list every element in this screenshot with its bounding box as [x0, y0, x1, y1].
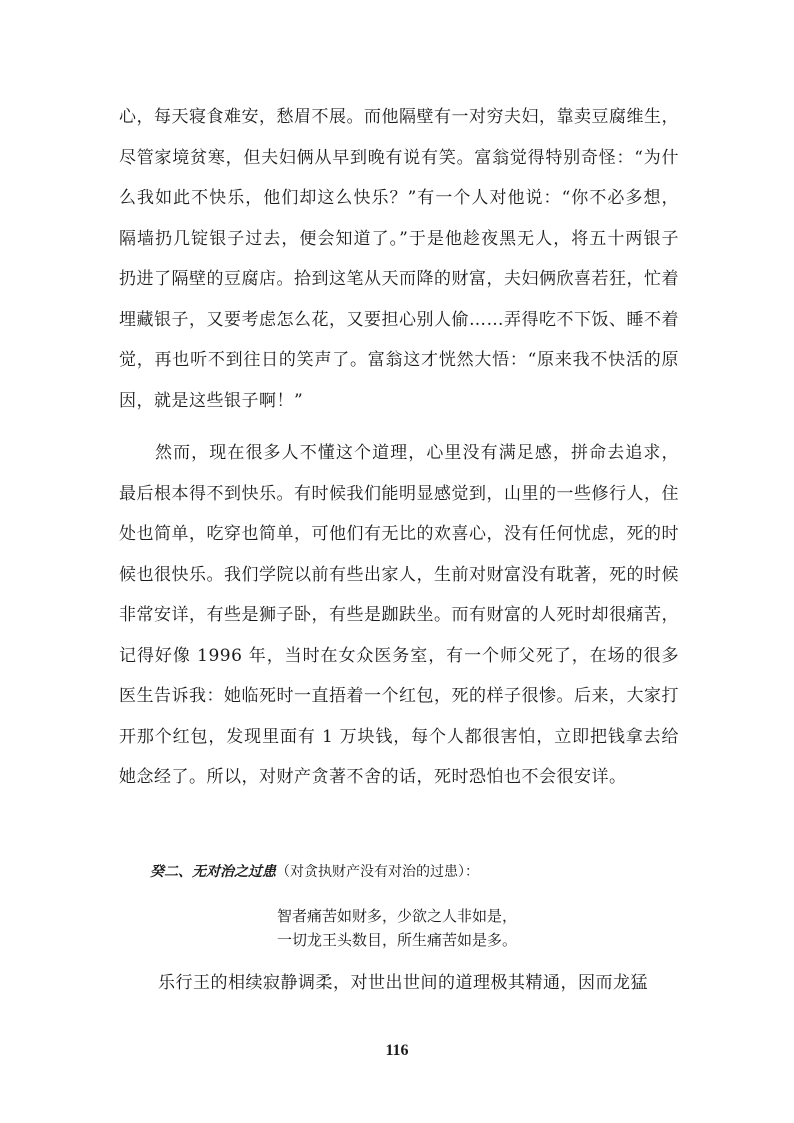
verse-line-2: 一切龙王头数目，所生痛苦如是多。: [276, 931, 517, 949]
verse-line-1: 智者痛苦如财多，少欲之人非如是，: [276, 907, 517, 925]
section-heading-label: 癸二、无对治之过患: [150, 864, 276, 880]
section-heading-note: （对贪执财产没有对治的过患）：: [276, 864, 479, 880]
section-heading: [150, 862, 479, 882]
page-number: 116: [385, 1042, 409, 1059]
body-paragraph-1: 心，每天寝食难安，愁眉不展。而他隔壁有一对穷夫妇，靠卖豆腐维生，尽管家境贫寒，但夫妇俩从早到晚有说有笑。富翁觉得特别奇怪：“为什么我如此不快乐，他们却这么快乐？”有一个人对他说：“你不必多想，隔墙扔几锭银子过去，便会知道了。”于是他趁夜黑无人，将五十两银子扔进了隔壁的豆腐店。拾到这笔从天而降的财富，夫妇俩欣喜若狂，忙着埋藏银子，又要考虑怎么花，又要担心别人偷……弄得吃不下饭、睡不着觉，再也听不到往日的笑声了。富翁这才恍然大悟：“原来我不快活的原因，就是这些银子啊！”: [119, 107, 679, 411]
verse-block: [0, 904, 794, 952]
body-paragraph-2: 然而，现在很多人不懂这个道理，心里没有满足感，拼命去追求，最后根本得不到快乐。有时候我们能明显感觉到，山里的一些修行人，住处也简单，吃穿也简单，可他们有无比的欢喜心，没有任何忧虑，死的时候也很快乐。我们学院以前有些出家人，生前对财富没有耽著，死的时候非常安详，有些是狮子卧，有些是跏趺坐。而有财富的人死时却很痛苦，记得好像 1996 年，当时在女众医务室，有一个师父死了，在场的很多医生告诉我：她临死时一直捂着一个红包，死的样子很惨。后来，大家打开那个红包，发现里面有 1 万块钱，每个人都很害怕，立即把钱拿去给她念经了。所以，对财产贪著不舍的话，死时恐怕也不会很安详。: [119, 443, 679, 787]
body-paragraph-3: 乐行王的相续寂静调柔，对世出世间的道理极其精通，因而龙猛: [158, 973, 648, 993]
